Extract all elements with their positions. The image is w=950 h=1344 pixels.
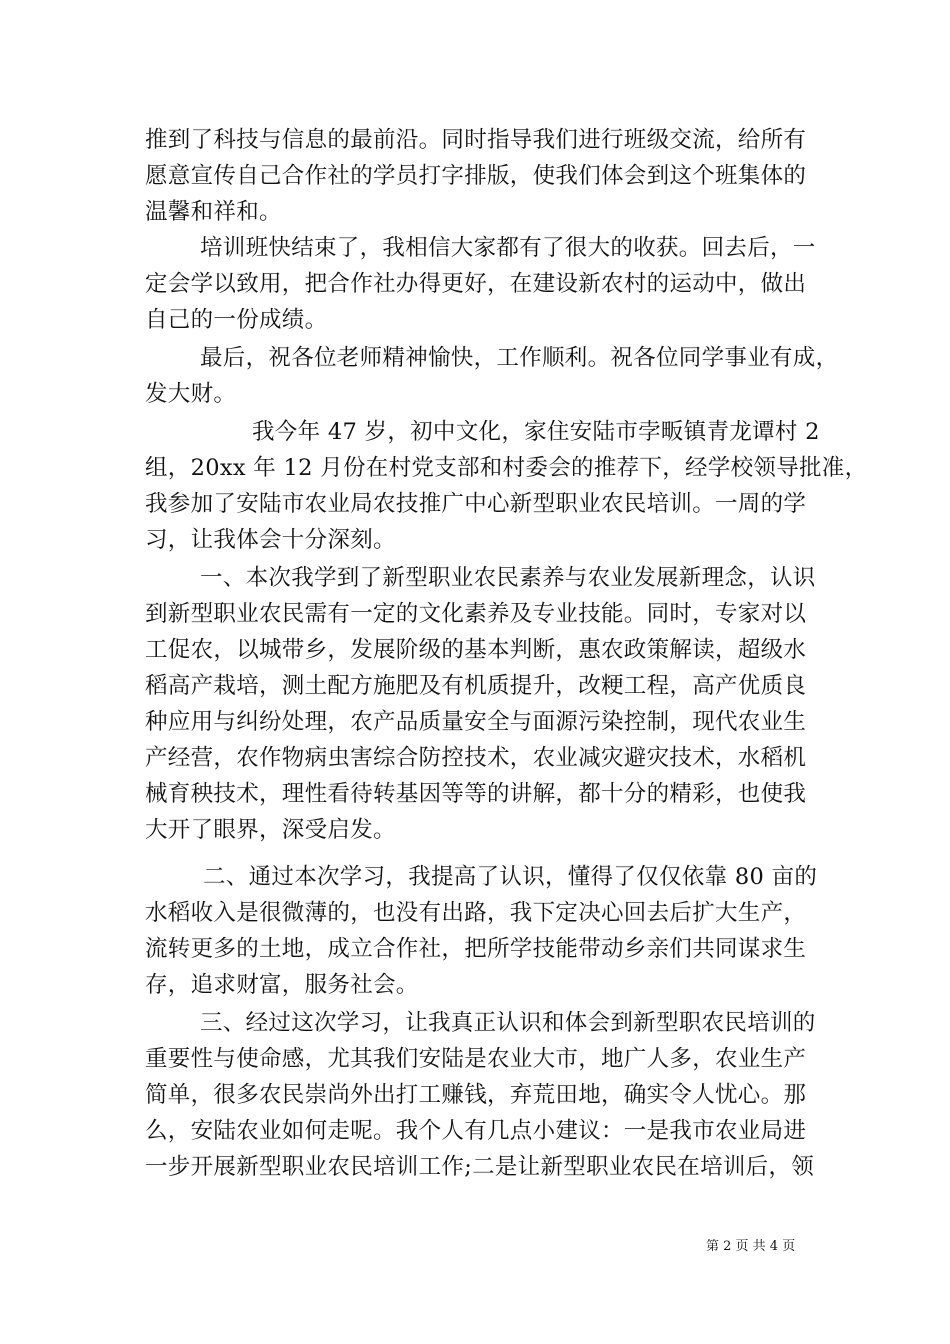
text-line: 到新型职业农民需有一定的文化素养及专业技能。同时，专家对以	[145, 601, 807, 627]
text-line: 稻高产栽培，测土配方施肥及有机质提升，改粳工程，高产优质良	[145, 673, 807, 699]
paragraph-first-line: 二、通过本次学习，我提高了认识，懂得了仅仅依靠 80 亩的	[203, 864, 818, 890]
text-line: 推到了科技与信息的最前沿。同时指导我们进行班级交流，给所有	[145, 127, 807, 153]
text-line: 重要性与使命感，尤其我们安陆是农业大市，地广人多，农业生产	[145, 1046, 807, 1072]
text-line: 简单，很多农民崇尚外出打工赚钱，弃荒田地，确实令人忧心。那	[145, 1082, 807, 1108]
text-line: 么，安陆农业如何走呢。我个人有几点小建议：一是我市农业局进	[145, 1118, 807, 1144]
text-line: 种应用与纠纷处理，农产品质量安全与面源污染控制，现代农业生	[145, 709, 807, 735]
paragraph-first-line: 三、经过这次学习，让我真正认识和体会到新型职农民培训的	[200, 1010, 816, 1036]
text-line: 产经营，农作物病虫害综合防控技术，农业减灾避灾技术，水稻机	[145, 745, 807, 771]
paragraph-first-line: 培训班快结束了，我相信大家都有了很大的收获。回去后，一	[200, 235, 816, 261]
text-line: 愿意宣传自己合作社的学员打字排版，使我们体会到这个班集体的	[145, 163, 807, 189]
paragraph-first-line: 我今年 47 岁，初中文化，家住安陆市孛畈镇青龙谭村 2	[252, 419, 820, 445]
text-line: 械育秧技术，理性看待转基因等等的讲解，都十分的精彩，也使我	[145, 781, 807, 807]
text-line: 自己的一份成绩。	[145, 307, 328, 333]
text-line: 大开了眼界，深受启发。	[145, 817, 396, 843]
text-line: 流转更多的土地，成立合作社，把所学技能带动乡亲们共同谋求生	[145, 936, 807, 962]
text-line: 存，追求财富，服务社会。	[145, 972, 419, 998]
text-line: 水稻收入是很微薄的，也没有出路，我下定决心回去后扩大生产，	[145, 900, 807, 926]
text-line: 工促农，以城带乡，发展阶级的基本判断，惠农政策解读，超级水	[145, 637, 807, 663]
text-line: 定会学以致用，把合作社办得更好，在建设新农村的运动中，做出	[145, 271, 807, 297]
text-line: 我参加了安陆市农业局农技推广中心新型职业农民培训。一周的学	[145, 491, 807, 517]
paragraph-first-line: 一、本次我学到了新型职业农民素养与农业发展新理念，认识	[200, 565, 816, 591]
text-line: 习，让我体会十分深刻。	[145, 527, 396, 553]
text-line: 一步开展新型职业农民培训工作;二是让新型职业农民在培训后，领	[145, 1154, 815, 1180]
text-line: 组，20xx 年 12 月份在村党支部和村委会的推荐下，经学校领导批准，	[145, 455, 868, 481]
paragraph-first-line: 最后，祝各位老师精神愉快，工作顺利。祝各位同学事业有成，	[200, 345, 839, 371]
page-number: 第 2 页 共 4 页	[706, 1239, 796, 1254]
text-line: 发大财。	[145, 381, 237, 407]
text-line: 温馨和祥和。	[145, 199, 282, 225]
